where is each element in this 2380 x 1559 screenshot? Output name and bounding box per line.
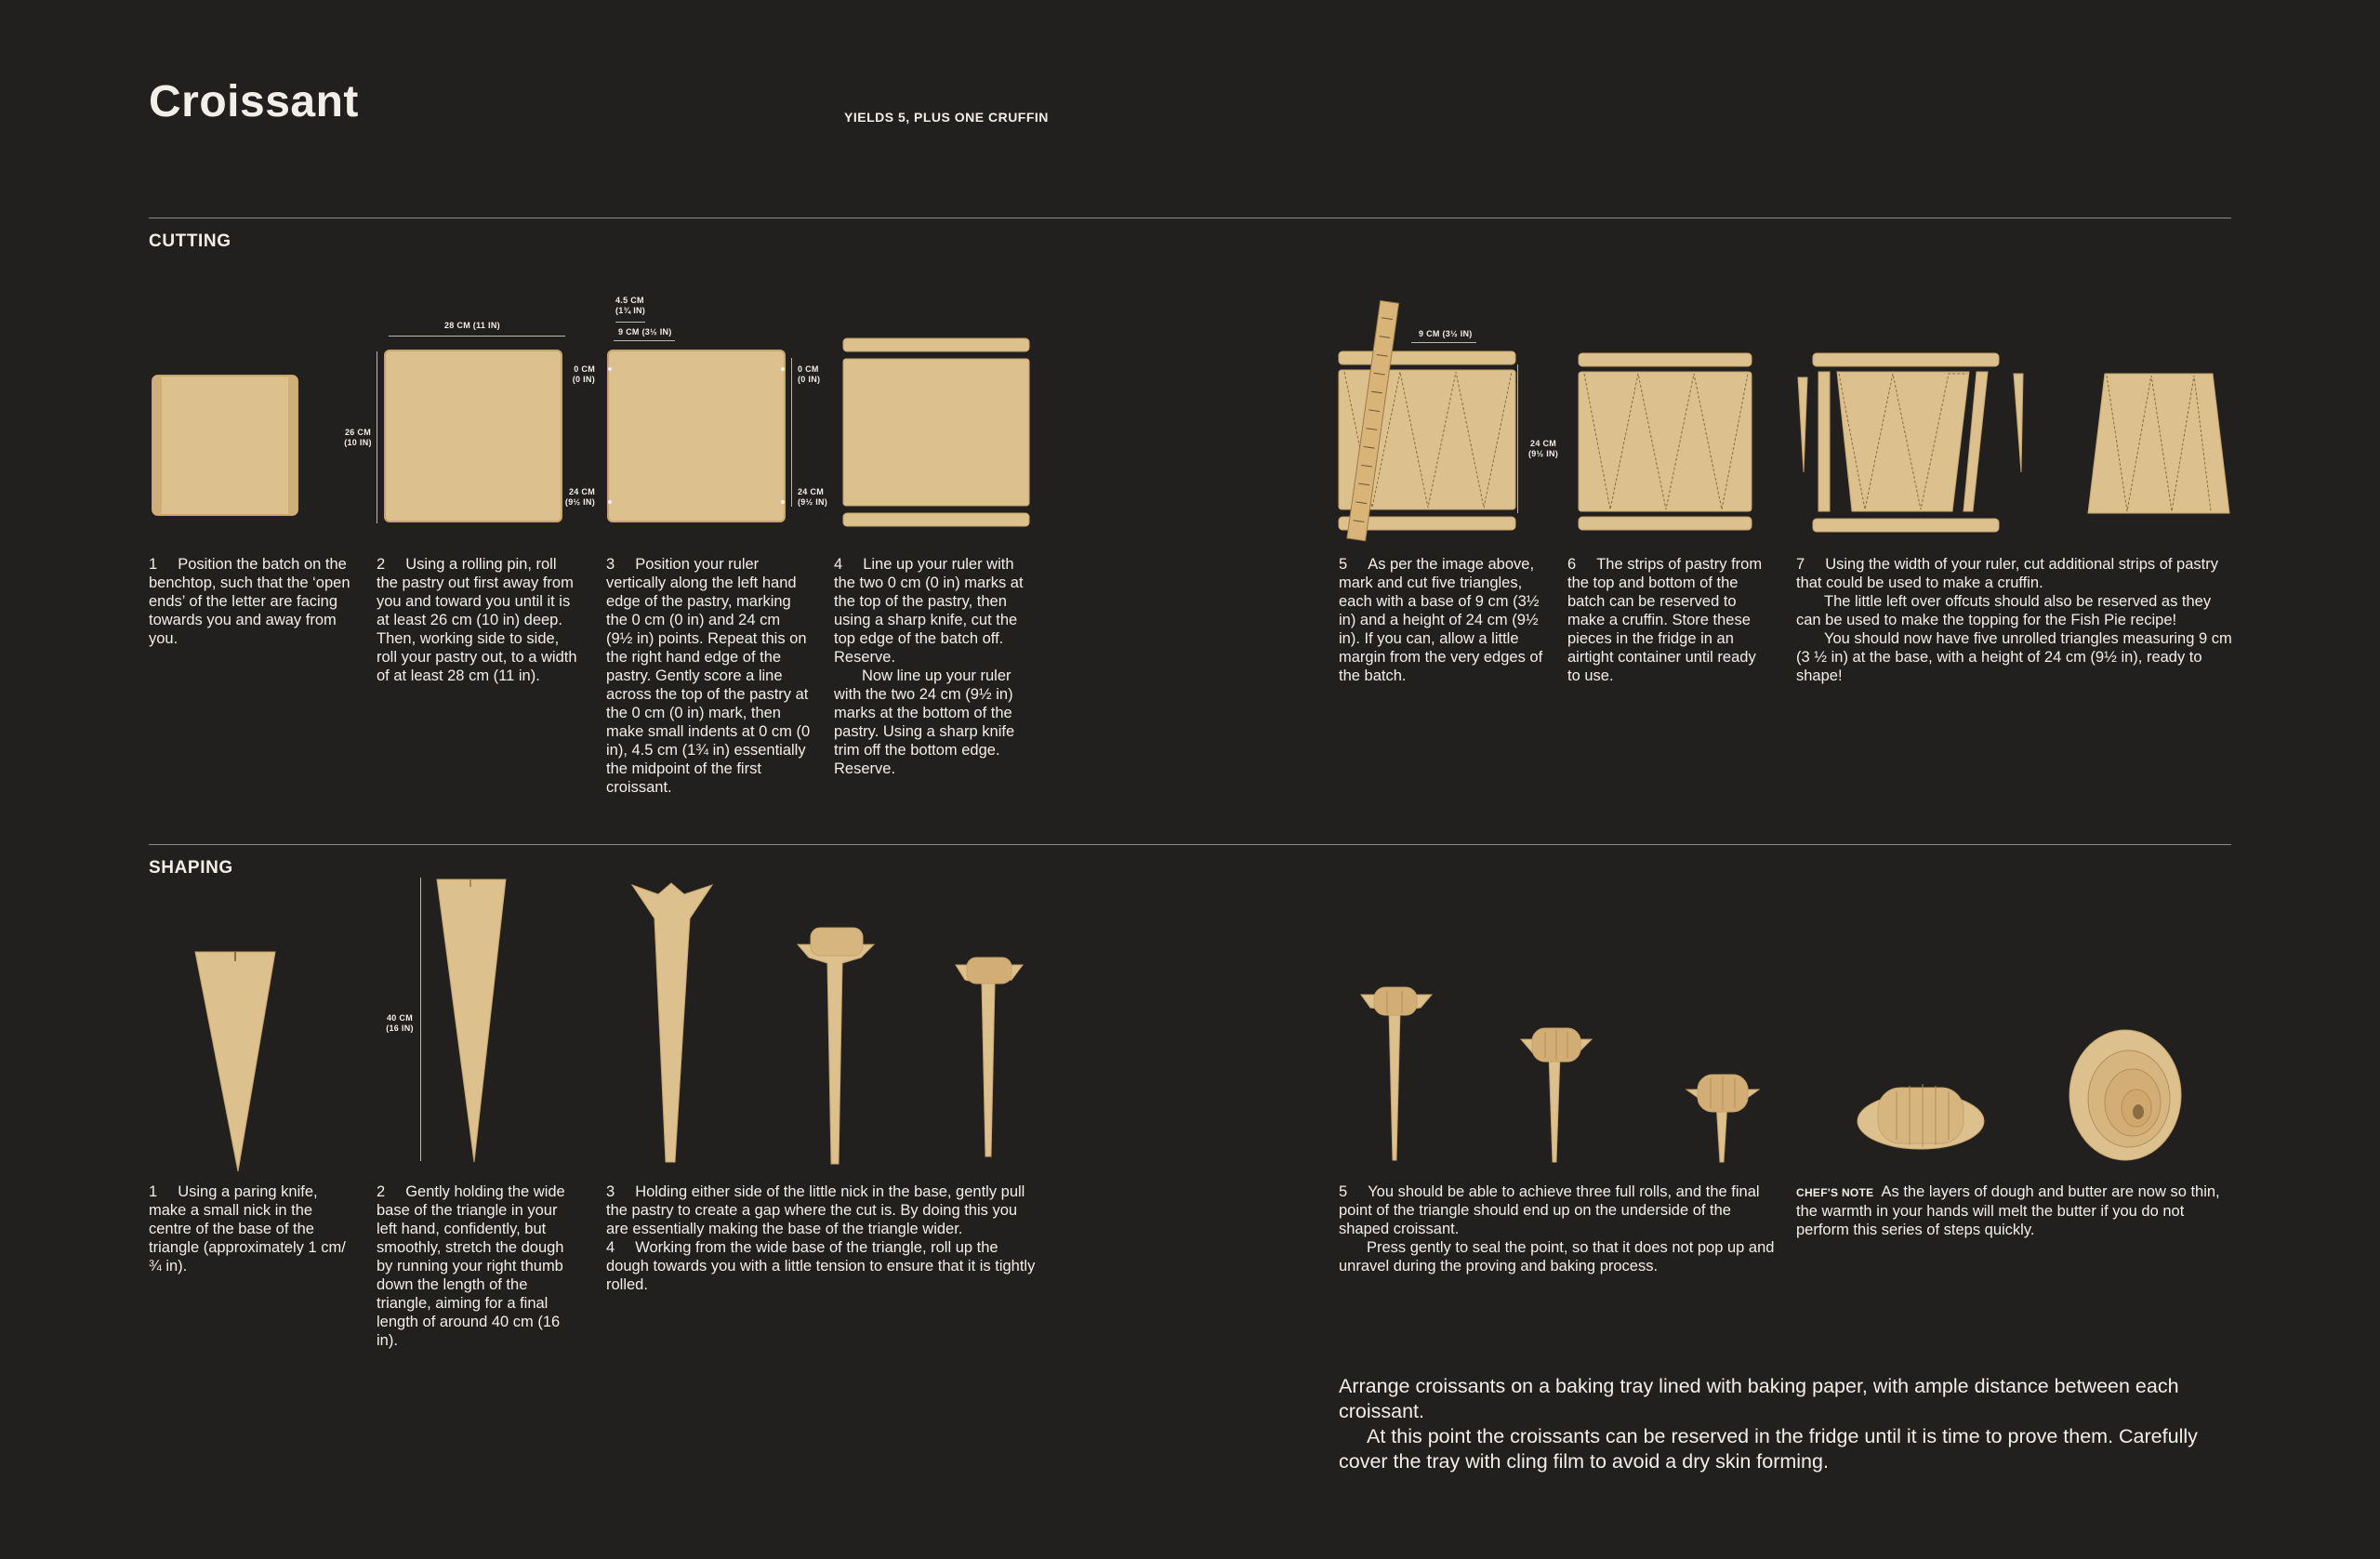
dim-24-left: 24 CM (9½ IN) <box>564 487 595 507</box>
dim-zero-right: 0 CM (0 IN) <box>798 364 821 384</box>
dim-height-26: 26 CM (10 IN) <box>344 428 372 447</box>
section-label-cutting: CUTTING <box>149 231 231 251</box>
chefs-note-label: CHEF'S NOTE <box>1796 1186 1874 1199</box>
shaping-image-9-shaped-croissant <box>1856 1075 1986 1158</box>
section-divider-shaping <box>149 844 2231 845</box>
dim-line-width <box>389 336 565 337</box>
shaping-step-2: 2 Gently holding the wide base of the triangle in your left hand, confidently, but smoothly, stretch the dough by running your right thumb down the length of the triangle, aiming for a final length of around 40 cm (16 in). <box>377 1183 565 1349</box>
yield-label: YIELDS 5, PLUS ONE CRUFFIN <box>844 110 1049 125</box>
dim-length-40: 40 CM (16 IN) <box>386 1013 414 1033</box>
dim-line-length-40 <box>420 878 421 1161</box>
cutting-image-2-rolled-sheet <box>383 349 565 525</box>
cutting-image-7-offcuts <box>1794 351 2027 537</box>
shaping-image-6-first-roll <box>1359 985 1434 1162</box>
cutting-image-4-trimmed-sheet <box>841 337 1035 532</box>
cutting-step-7: 7 Using the width of your ruler, cut additional strips of pastry that could be used to make a cruffin. The little left over offcuts should also be reserved as they can be used to make the topping for the Fish Pie recipe! You should now have five unrolled triangles measuring 9 cm (3 ½ in) at the base, with a height of 24 cm (9½ in), ready to shape! <box>1796 556 2232 684</box>
shaping-step-5: 5 You should be able to achieve three full rolls, and the final point of the triangle should end up on the underside of the shaped croissant. Press gently to seal the point, so that it does not pop up and unravel during the proving and baking process. <box>1339 1183 1775 1275</box>
cutting-step-5: 5 As per the image above, mark and cut five triangles, each with a base of 9 cm (3½ in) and a height of 24 cm (9½ in). If you can, allow a little margin from the very edges of the batch. <box>1339 556 1543 684</box>
dim-zero-left: 0 CM (0 IN) <box>572 364 595 384</box>
section-label-shaping: SHAPING <box>149 858 233 878</box>
dim-mark-9: 9 CM (3½ IN) <box>618 327 672 337</box>
dim-line-9 <box>614 340 675 341</box>
shaping-image-3-widened-base <box>630 881 716 1165</box>
shaping-step-1: 1 Using a paring knife, make a small nick in the centre of the base of the triangle (approximately 1 cm/ ¾ in). <box>149 1183 346 1275</box>
shaping-image-1-nicked-triangle <box>193 950 277 1173</box>
shaping-image-7-second-roll <box>1519 1026 1593 1164</box>
dim-line-45 <box>615 322 645 323</box>
cutting-image-3-marked-sheet <box>606 349 788 525</box>
shaping-image-2-stretched-triangle <box>435 878 509 1166</box>
dim-mark-45: 4.5 CM (1¾ IN) <box>615 296 646 315</box>
dim-width-28: 28 CM (11 IN) <box>444 321 500 330</box>
dim-line-right <box>791 358 792 507</box>
dim-height-24: 24 CM (9½ IN) <box>1528 439 1559 458</box>
cutting-image-1-folded-batch <box>149 372 302 521</box>
cutting-image-5-marked-triangles <box>1337 299 1519 541</box>
closing-instructions: Arrange croissants on a baking tray lined with baking paper, with ample distance between each croissant. At this point the croissants can be reserved in the fridge until it is time to prove them. Carefully cover the tray with cling film to avoid a dry skin forming. <box>1339 1375 2198 1473</box>
dim-line-height-24 <box>1517 364 1518 513</box>
shaping-step-3-4: 3 Holding either side of the little nick in the base, gently pull the pastry to create a gap where the cut is. By doing this you are essentially making the base of the triangle wider. 4 Working from the wide base of the triangle, roll up the dough towards you with a little tension to ensure that it is tightly rolled. <box>606 1183 1036 1293</box>
dim-base-9: 9 CM (3½ IN) <box>1419 329 1473 338</box>
cutting-step-4: 4 Line up your ruler with the two 0 cm (0 in) marks at the top of the pastry, then using a sharp knife, cut the top edge of the batch off. Reserve. Now line up your ruler with the two 24 cm (9½ in) marks at the bottom of the pastry. Using a sharp knife trim off the bottom edge. Reserve. <box>834 556 1024 777</box>
dim-24-right: 24 CM (9½ IN) <box>798 487 828 507</box>
cutting-step-1: 1 Position the batch on the benchtop, such that the ‘open ends’ of the letter are facing towards you and away from you. <box>149 556 350 647</box>
shaping-image-10-croissant-end-view <box>2068 1028 2183 1162</box>
cutting-step-6: 6 The strips of pastry from the top and bottom of the batch can be reserved to make a cruffin. Store these pieces in the fridge in an airtight container until ready to use. <box>1567 556 1763 684</box>
cutting-image-final-triangles <box>2086 372 2231 517</box>
cutting-step-2: 2 Using a rolling pin, roll the pastry out first away from you and toward you until it is at least 26 cm (10 in) deep. Then, working side to side, roll your pastry out, to a width of at least 28 cm (11 in). <box>377 556 577 684</box>
cutting-image-6-strips-reserved <box>1577 351 1755 537</box>
shaping-image-8-third-roll <box>1685 1071 1761 1164</box>
shaping-image-4-starting-roll <box>796 926 876 1166</box>
shaping-image-5-partial-roll <box>954 956 1025 1158</box>
page-title: Croissant <box>149 77 359 126</box>
cutting-step-3: 3 Position your ruler vertically along the left hand edge of the pastry, marking the 0 cm (0 in) and 24 cm (9½ in) points. Repeat this on the right hand edge of the pastry. Gently score a line across the top of the pastry at the 0 cm (0 in) mark, then make small indents at 0 cm (0 in), 4.5 cm (1¾ in) essentially the midpoint of the first croissant. <box>606 556 811 796</box>
chefs-note: CHEF'S NOTE As the layers of dough and butter are now so thin, the warmth in your hands will melt the butter if you do not perform this series of steps quickly. <box>1796 1183 2220 1238</box>
